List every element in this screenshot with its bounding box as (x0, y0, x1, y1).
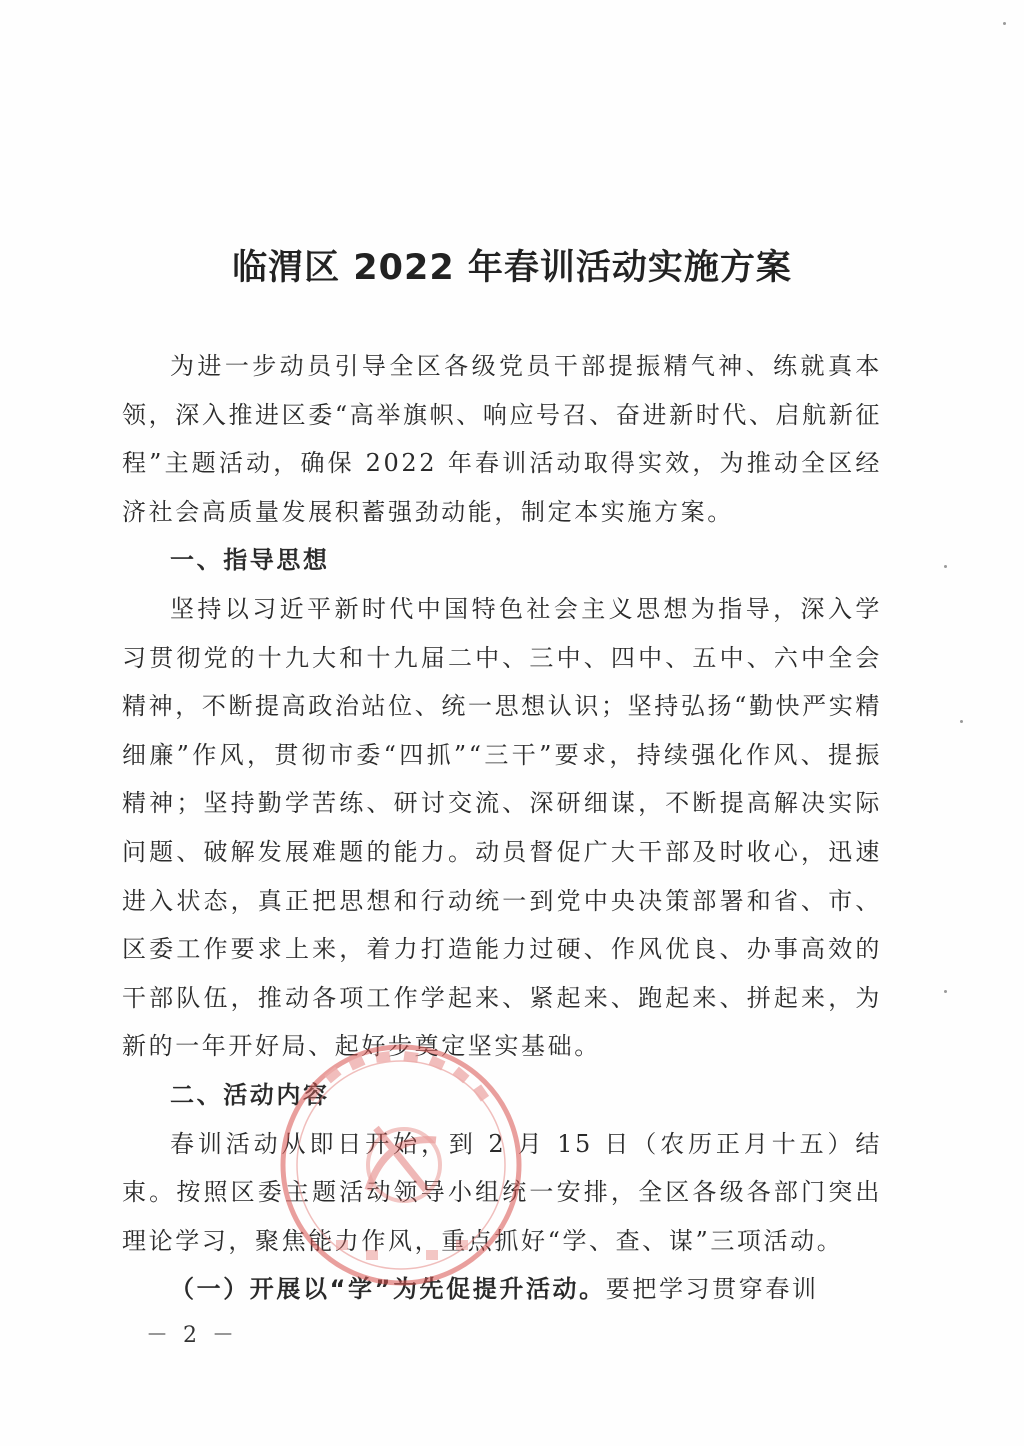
intro-paragraph: 为进一步动员引导全区各级党员干部提振精气神、练就真本领，深入推进区委“高举旗帜、响应号召、奋进新时代、启航新征程”主题活动，确保 2022 年春训活动取得实效，为推动全区经济社会高质量发展积蓄强劲动能，制定本实施方案。 (122, 352, 882, 526)
document-title: 临渭区 2022 年春训活动实施方案 (232, 248, 792, 288)
scan-speck (960, 720, 963, 723)
page-number: － 2 － (146, 1323, 238, 1348)
scan-speck (944, 565, 947, 568)
subsection-text: 要把学习贯穿春训 (605, 1275, 819, 1304)
scan-speck (1003, 22, 1006, 25)
section-paragraph-guiding-ideology: 坚持以习近平新时代中国特色社会主义思想为指导，深入学习贯彻党的十九大和十九届二中、三中、四中、五中、六中全会精神，不断提高政治站位、统一思想认识；坚持弘扬“勤快严实精细廉”作风，贯彻市委“四抓”“三干”要求，持续强化作风、提振精神；坚持勤学苦练、研讨交流、深研细谋，不断提高解决实际问题、破解发展难题的能力。动员督促广大干部及时收心，迅速进入状态，真正把思想和行动统一到党中央决策部署和省、市、区委工作要求上来，着力打造能力过硬、作风优良、办事高效的干部队伍，推动各项工作学起来、紧起来、跑起来、拼起来，为新的一年开好局、起好步奠定坚实基础。 (122, 594, 882, 1061)
subsection-lead: （一）开展以“学”为先促提升活动。 (170, 1275, 606, 1304)
section-paragraph-activity-content: 春训活动从即日开始，到 2 月 15 日（农历正月十五）结束。按照区委主题活动领导小组统一安排，全区各级各部门突出理论学习，聚焦能力作风，重点抓好“学、查、谋”三项活动。 (122, 1129, 882, 1255)
document-body (122, 342, 882, 1314)
section-heading-activity-content: 二、活动内容 (170, 1080, 330, 1109)
scan-speck (944, 990, 947, 993)
section-heading-guiding-ideology: 一、指导思想 (170, 546, 330, 575)
subsection-paragraph (122, 1265, 882, 1314)
